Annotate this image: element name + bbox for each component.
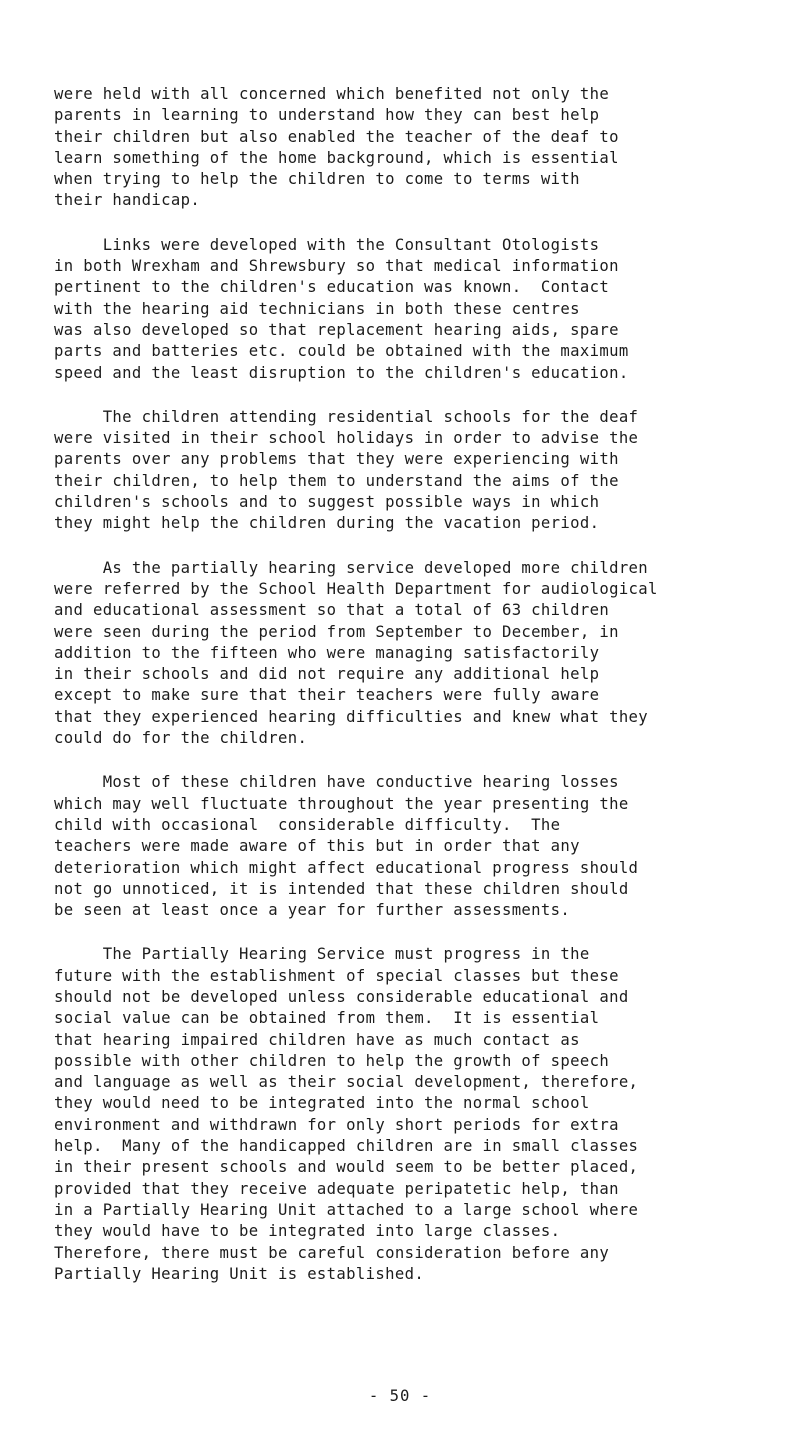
text-line: could do for the children. [54,729,308,748]
text-line: help. Many of the handicapped children are in small classes [54,1137,639,1156]
paragraph [54,235,794,384]
text-line: with the hearing aid technicians in both these centres [54,299,580,318]
text-line: The children attending residential schools for the deaf [54,407,639,426]
text-line: were referred by the School Health Department for audiological [54,579,658,598]
text-line: and educational assessment so that a total of 63 children [54,601,610,620]
text-line: their handicap. [54,191,201,210]
paragraph [54,944,794,1285]
text-line: except to make sure that their teachers were fully aware [54,686,600,705]
paragraph [54,772,794,921]
text-line: that hearing impaired children have as much contact as [54,1030,580,1049]
text-line: were seen during the period from September to December, in [54,622,619,641]
page-number: - 50 - [368,1387,432,1405]
text-line: deterioration which might affect educational progress should [54,858,639,877]
text-line: in their schools and did not require any additional help [54,665,600,684]
text-line: Partially Hearing Unit is established. [54,1264,425,1283]
text-line: pertinent to the children's education was known. Contact [54,278,610,297]
text-line: children's schools and to suggest possible ways in which [54,493,600,512]
text-line: when trying to help the children to come to terms with [54,170,580,189]
text-line: were held with all concerned which benefited not only the [54,85,610,103]
text-line: were visited in their school holidays in order to advise the [54,429,639,448]
text-line: that they experienced hearing difficulties and knew what they [54,707,649,726]
text-line: their children but also enabled the teacher of the deaf to [54,127,619,146]
text-line: social value can be obtained from them. It is essential [54,1009,600,1028]
text-line: in both Wrexham and Shrewsbury so that medical information [54,257,619,276]
text-line: they would have to be integrated into large classes. [54,1222,561,1241]
text-line: their children, to help them to understand the aims of the [54,471,619,490]
text-line: was also developed so that replacement hearing aids, spare [54,320,619,339]
text-line: speed and the least disruption to the children's education. [54,363,629,382]
text-line: teachers were made aware of this but in order that any [54,837,580,856]
text-line: environment and withdrawn for only short periods for extra [54,1115,619,1134]
text-line: in a Partially Hearing Unit attached to a large school where [54,1200,639,1219]
text-line: and language as well as their social development, therefore, [54,1073,639,1092]
body-text [54,84,794,1308]
text-line: child with occasional considerable difficulty. The [54,815,561,834]
text-line: should not be developed unless considerable educational and [54,987,629,1006]
text-line: Links were developed with the Consultant Otologists [54,235,600,254]
text-line: learn something of the home background, which is essential [54,148,619,167]
text-line: provided that they receive adequate peripatetic help, than [54,1179,619,1198]
text-line: possible with other children to help the growth of speech [54,1051,610,1070]
text-line: addition to the fifteen who were managing satisfactorily [54,643,600,662]
paragraph [54,84,794,212]
text-line: in their present schools and would seem to be better placed, [54,1158,639,1177]
text-line: future with the establishment of special classes but these [54,966,619,985]
text-line: As the partially hearing service developed more children [54,558,649,577]
text-line: not go unnoticed, it is intended that these children should [54,879,629,898]
paragraph [54,407,794,535]
text-line: which may well fluctuate throughout the year presenting the [54,794,629,813]
text-line: The Partially Hearing Service must progress in the [54,945,590,964]
text-line: parts and batteries etc. could be obtained with the maximum [54,342,629,361]
text-line: they might help the children during the vacation period. [54,514,600,533]
paragraph [54,558,794,750]
text-line: Therefore, there must be careful consideration before any [54,1243,610,1262]
text-line: be seen at least once a year for further assessments. [54,901,571,920]
text-line: they would need to be integrated into the normal school [54,1094,590,1113]
text-line: Most of these children have conductive hearing losses [54,773,619,792]
text-line: parents in learning to understand how they can best help [54,106,600,125]
text-line: parents over any problems that they were experiencing with [54,450,619,469]
